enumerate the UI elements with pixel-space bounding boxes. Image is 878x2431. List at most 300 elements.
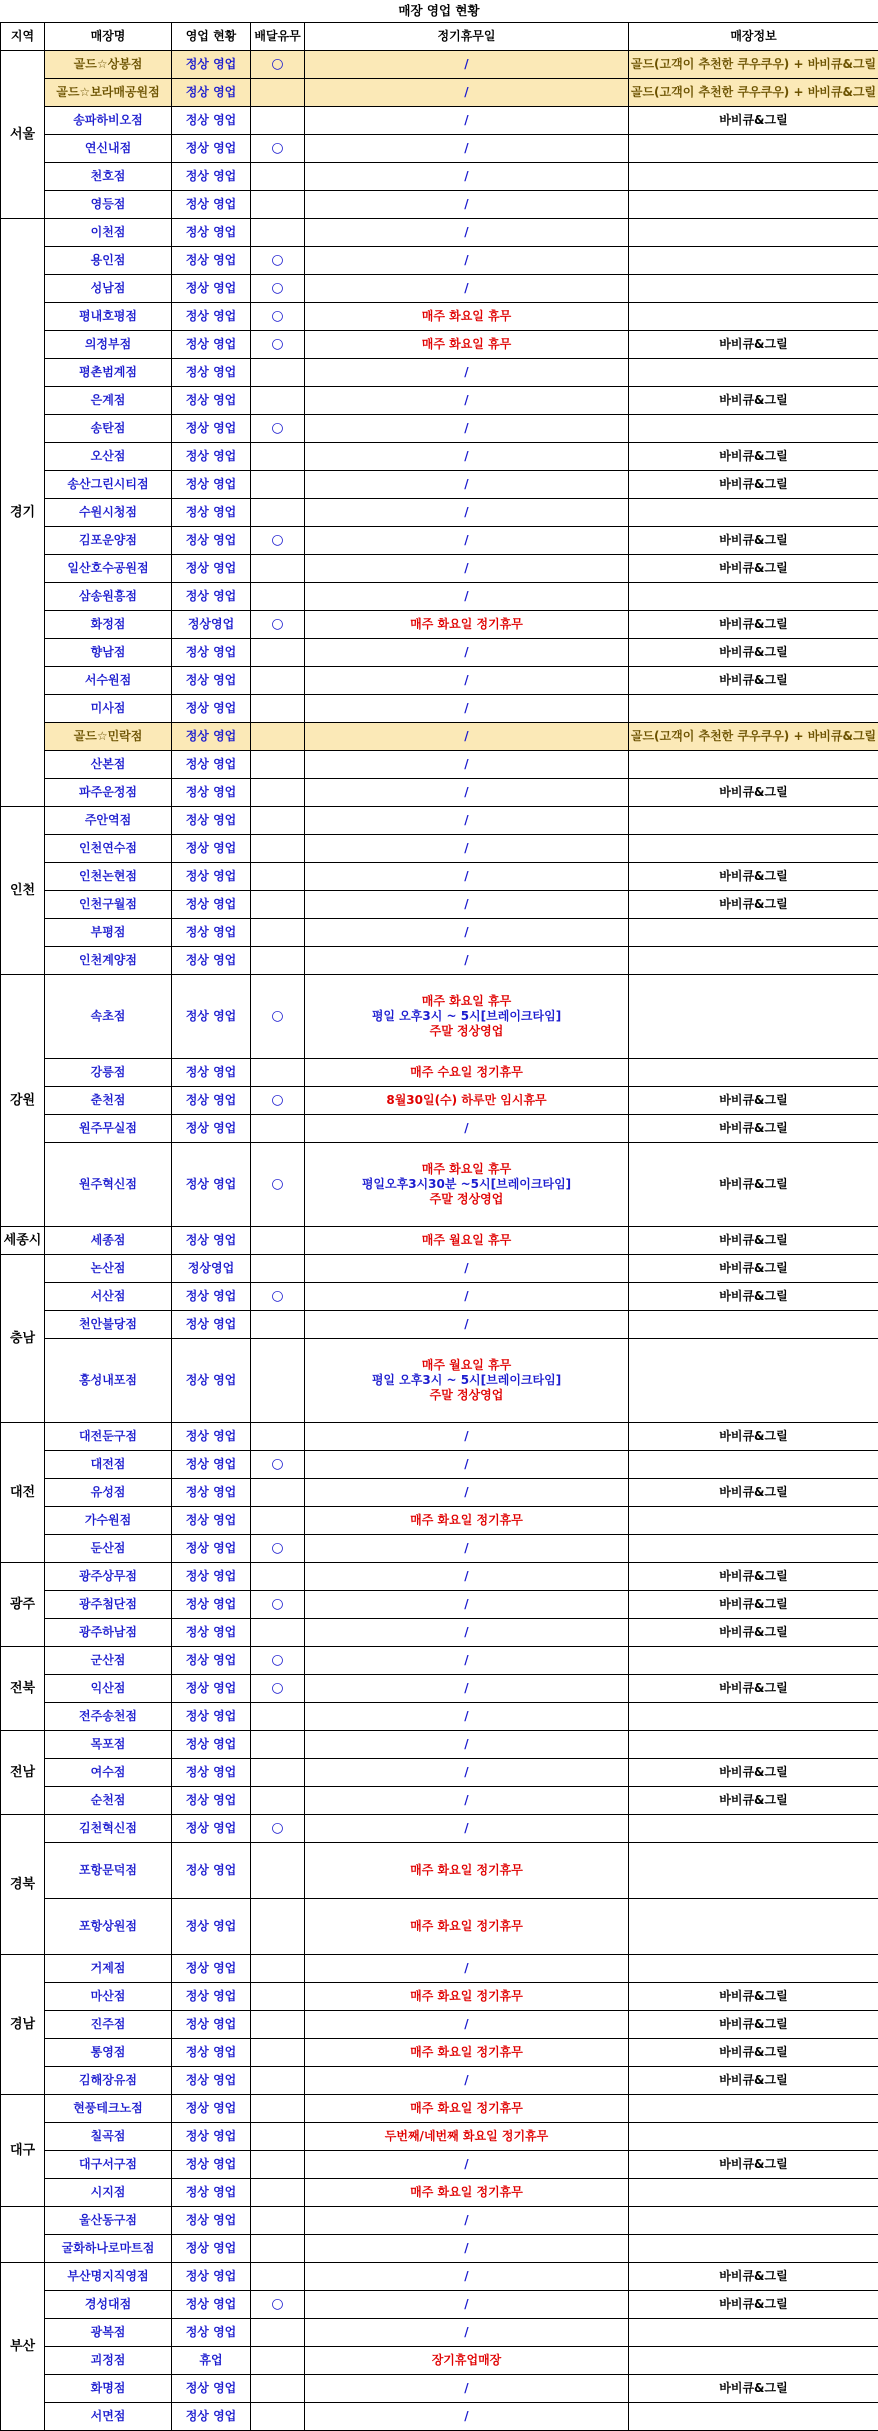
table-row <box>1 2011 878 2039</box>
store-name-cell: 송파하비오점 <box>45 107 172 135</box>
table-row <box>1 2347 878 2375</box>
delivery-cell <box>251 2319 305 2347</box>
table-row <box>1 2235 878 2263</box>
holiday-line: / <box>305 1793 628 1808</box>
status-cell: 정상 영업 <box>172 1563 251 1591</box>
delivery-cell <box>251 359 305 387</box>
store-name-cell: 천안불당점 <box>45 1311 172 1339</box>
holiday-line: / <box>305 673 628 688</box>
store-name-cell: 파주운정점 <box>45 779 172 807</box>
holiday-cell <box>305 1311 629 1339</box>
delivery-cell: ○ <box>251 975 305 1059</box>
holiday-line: / <box>305 393 628 408</box>
store-info-cell <box>629 359 878 387</box>
holiday-line: / <box>305 813 628 828</box>
store-name-cell: 인천계양점 <box>45 947 172 975</box>
holiday-line: 주말 정상영업 <box>305 1388 628 1403</box>
holiday-line: / <box>305 1569 628 1584</box>
store-name-cell: 김해장유점 <box>45 2067 172 2095</box>
store-name-cell: 둔산점 <box>45 1535 172 1563</box>
holiday-cell <box>305 695 629 723</box>
delivery-cell <box>251 79 305 107</box>
status-cell: 정상 영업 <box>172 499 251 527</box>
table-row <box>1 1143 878 1227</box>
store-name-cell: 미사점 <box>45 695 172 723</box>
table-row <box>1 1647 878 1675</box>
status-cell: 정상 영업 <box>172 2235 251 2263</box>
holiday-cell <box>305 51 629 79</box>
store-name-cell: 진주점 <box>45 2011 172 2039</box>
holiday-cell <box>305 807 629 835</box>
store-info-cell: 바비큐&그릴 <box>629 863 878 891</box>
status-cell: 정상 영업 <box>172 1059 251 1087</box>
table-row <box>1 163 878 191</box>
holiday-cell <box>305 443 629 471</box>
delivery-cell <box>251 555 305 583</box>
status-cell: 정상영업 <box>172 611 251 639</box>
table-row <box>1 1227 878 1255</box>
store-info-cell: 바비큐&그릴 <box>629 667 878 695</box>
delivery-cell <box>251 1479 305 1507</box>
holiday-cell <box>305 1759 629 1787</box>
holiday-cell <box>305 919 629 947</box>
holiday-line: / <box>305 1317 628 1332</box>
store-info-cell <box>629 415 878 443</box>
store-info-cell <box>629 751 878 779</box>
status-cell: 정상 영업 <box>172 639 251 667</box>
store-info-cell: 바비큐&그릴 <box>629 1759 878 1787</box>
holiday-line: / <box>305 281 628 296</box>
store-name-cell: 서면점 <box>45 2403 172 2431</box>
store-name-cell: 연신내점 <box>45 135 172 163</box>
store-name-cell: 군산점 <box>45 1647 172 1675</box>
store-name-cell: 골드☆보라매공원점 <box>45 79 172 107</box>
status-cell: 정상 영업 <box>172 555 251 583</box>
table-row <box>1 443 878 471</box>
store-name-cell: 인천구월점 <box>45 891 172 919</box>
delivery-cell: ○ <box>251 275 305 303</box>
holiday-line: / <box>305 1289 628 1304</box>
store-name-cell: 산본점 <box>45 751 172 779</box>
region-cell: 강원 <box>1 975 45 1227</box>
holiday-line: / <box>305 1541 628 1556</box>
status-cell: 정상 영업 <box>172 79 251 107</box>
holiday-cell <box>305 1255 629 1283</box>
holiday-line: / <box>305 1681 628 1696</box>
delivery-cell <box>251 807 305 835</box>
holiday-cell <box>305 1451 629 1479</box>
holiday-cell <box>305 415 629 443</box>
table-row <box>1 751 878 779</box>
delivery-cell <box>251 499 305 527</box>
delivery-cell <box>251 2403 305 2431</box>
table-row <box>1 247 878 275</box>
store-info-cell: 바비큐&그릴 <box>629 331 878 359</box>
holiday-cell <box>305 891 629 919</box>
status-cell: 정상 영업 <box>172 2263 251 2291</box>
holiday-line: / <box>305 197 628 212</box>
status-cell: 정상 영업 <box>172 359 251 387</box>
holiday-line: 평일 오후3시 ~ 5시[브레이크타임] <box>305 1009 628 1024</box>
store-name-cell: 김천혁신점 <box>45 1815 172 1843</box>
store-info-cell <box>629 219 878 247</box>
holiday-cell <box>305 1059 629 1087</box>
holiday-line: / <box>305 1429 628 1444</box>
holiday-line: / <box>305 953 628 968</box>
store-info-cell: 바비큐&그릴 <box>629 1675 878 1703</box>
holiday-line: / <box>305 841 628 856</box>
delivery-cell <box>251 2207 305 2235</box>
store-info-cell: 바비큐&그릴 <box>629 555 878 583</box>
store-info-cell: 바비큐&그릴 <box>629 1255 878 1283</box>
status-cell: 정상 영업 <box>172 835 251 863</box>
store-name-cell: 용인점 <box>45 247 172 275</box>
table-row <box>1 807 878 835</box>
status-cell: 정상 영업 <box>172 1619 251 1647</box>
table-row <box>1 527 878 555</box>
delivery-cell <box>251 471 305 499</box>
holiday-cell <box>305 1815 629 1843</box>
holiday-line: / <box>305 2157 628 2172</box>
delivery-cell <box>251 2375 305 2403</box>
table-row <box>1 1451 878 1479</box>
holiday-line: / <box>305 869 628 884</box>
store-info-cell: 바비큐&그릴 <box>629 1479 878 1507</box>
status-cell: 정상 영업 <box>172 1703 251 1731</box>
header-status: 영업 현황 <box>172 23 251 51</box>
holiday-cell <box>305 359 629 387</box>
delivery-cell <box>251 191 305 219</box>
region-cell <box>1 2207 45 2263</box>
status-cell: 정상 영업 <box>172 667 251 695</box>
status-cell: 정상 영업 <box>172 135 251 163</box>
status-cell: 정상 영업 <box>172 2319 251 2347</box>
delivery-cell <box>251 1311 305 1339</box>
holiday-cell <box>305 331 629 359</box>
table-row <box>1 1479 878 1507</box>
store-name-cell: 전주송천점 <box>45 1703 172 1731</box>
holiday-line: / <box>305 1625 628 1640</box>
store-name-cell: 성남점 <box>45 275 172 303</box>
store-info-cell <box>629 695 878 723</box>
holiday-line: / <box>305 85 628 100</box>
delivery-cell <box>251 1759 305 1787</box>
table-row <box>1 1983 878 2011</box>
holiday-cell <box>305 835 629 863</box>
store-info-cell <box>629 1843 878 1899</box>
delivery-cell: ○ <box>251 51 305 79</box>
holiday-line: / <box>305 225 628 240</box>
status-cell: 정상 영업 <box>172 1759 251 1787</box>
store-name-cell: 논산점 <box>45 1255 172 1283</box>
delivery-cell <box>251 1787 305 1815</box>
store-name-cell: 골드☆상봉점 <box>45 51 172 79</box>
table-row <box>1 779 878 807</box>
holiday-line: 매주 화요일 정기휴무 <box>305 1919 628 1934</box>
table-body <box>1 51 878 2431</box>
table-row <box>1 2319 878 2347</box>
store-info-cell: 골드(고객이 추천한 쿠우쿠우) + 바비큐&그릴 <box>629 723 878 751</box>
store-info-cell: 바비큐&그릴 <box>629 2151 878 2179</box>
store-name-cell: 송탄점 <box>45 415 172 443</box>
status-cell: 정상 영업 <box>172 583 251 611</box>
table-row <box>1 555 878 583</box>
holiday-cell <box>305 751 629 779</box>
table-row <box>1 331 878 359</box>
delivery-cell: ○ <box>251 1535 305 1563</box>
table-row <box>1 2039 878 2067</box>
holiday-line: / <box>305 729 628 744</box>
store-info-cell <box>629 275 878 303</box>
holiday-line: 매주 수요일 정기휴무 <box>305 1065 628 1080</box>
region-cell: 부산 <box>1 2263 45 2431</box>
holiday-line: 매주 화요일 정기휴무 <box>305 2185 628 2200</box>
status-cell: 정상 영업 <box>172 331 251 359</box>
holiday-line: 매주 화요일 정기휴무 <box>305 617 628 632</box>
holiday-cell <box>305 2039 629 2067</box>
holiday-cell <box>305 723 629 751</box>
region-cell: 세종시 <box>1 1227 45 1255</box>
status-cell: 정상 영업 <box>172 415 251 443</box>
status-cell: 정상 영업 <box>172 2039 251 2067</box>
holiday-line: 매주 화요일 정기휴무 <box>305 1863 628 1878</box>
status-cell: 정상 영업 <box>172 1955 251 1983</box>
delivery-cell <box>251 1339 305 1423</box>
status-cell: 정상 영업 <box>172 247 251 275</box>
holiday-cell <box>305 2319 629 2347</box>
delivery-cell <box>251 219 305 247</box>
holiday-cell <box>305 583 629 611</box>
holiday-cell <box>305 1115 629 1143</box>
store-name-cell: 이천점 <box>45 219 172 247</box>
store-info-cell: 바비큐&그릴 <box>629 1787 878 1815</box>
status-cell: 정상 영업 <box>172 2151 251 2179</box>
holiday-line: / <box>305 1709 628 1724</box>
holiday-line: / <box>305 113 628 128</box>
holiday-line: 매주 화요일 휴무 <box>305 309 628 324</box>
delivery-cell <box>251 1115 305 1143</box>
store-name-cell: 평내호평점 <box>45 303 172 331</box>
store-name-cell: 광주하남점 <box>45 1619 172 1647</box>
status-cell: 정상 영업 <box>172 191 251 219</box>
holiday-cell <box>305 1339 629 1423</box>
table-row <box>1 947 878 975</box>
delivery-cell <box>251 947 305 975</box>
store-info-cell <box>629 1731 878 1759</box>
holiday-cell <box>305 387 629 415</box>
holiday-cell <box>305 1731 629 1759</box>
status-cell: 정상 영업 <box>172 1535 251 1563</box>
store-info-cell <box>629 163 878 191</box>
store-info-cell <box>629 947 878 975</box>
delivery-cell: ○ <box>251 2291 305 2319</box>
holiday-cell <box>305 135 629 163</box>
store-name-cell: 포항상원점 <box>45 1899 172 1955</box>
holiday-cell <box>305 2375 629 2403</box>
holiday-cell <box>305 471 629 499</box>
store-name-cell: 대구서구점 <box>45 2151 172 2179</box>
region-cell: 전북 <box>1 1647 45 1731</box>
status-cell: 정상 영업 <box>172 471 251 499</box>
delivery-cell <box>251 919 305 947</box>
holiday-line: / <box>305 421 628 436</box>
store-info-cell <box>629 1451 878 1479</box>
store-info-cell: 바비큐&그릴 <box>629 471 878 499</box>
status-cell: 정상 영업 <box>172 1787 251 1815</box>
delivery-cell <box>251 2095 305 2123</box>
store-name-cell: 천호점 <box>45 163 172 191</box>
store-info-cell: 바비큐&그릴 <box>629 1227 878 1255</box>
holiday-cell <box>305 2011 629 2039</box>
status-cell: 정상 영업 <box>172 2095 251 2123</box>
store-info-cell: 바비큐&그릴 <box>629 387 878 415</box>
table-row <box>1 79 878 107</box>
store-info-cell <box>629 1703 878 1731</box>
store-info-cell: 바비큐&그릴 <box>629 611 878 639</box>
store-name-cell: 광주첨단점 <box>45 1591 172 1619</box>
store-name-cell: 굴화하나로마트점 <box>45 2235 172 2263</box>
store-name-cell: 일산호수공원점 <box>45 555 172 583</box>
store-info-cell <box>629 247 878 275</box>
store-info-cell: 바비큐&그릴 <box>629 107 878 135</box>
store-name-cell: 여수점 <box>45 1759 172 1787</box>
store-info-cell: 바비큐&그릴 <box>629 1423 878 1451</box>
status-cell: 정상 영업 <box>172 303 251 331</box>
store-name-cell: 평촌범계점 <box>45 359 172 387</box>
delivery-cell <box>251 2235 305 2263</box>
store-name-cell: 세종점 <box>45 1227 172 1255</box>
table-row <box>1 1423 878 1451</box>
holiday-cell <box>305 1843 629 1899</box>
store-info-cell <box>629 2403 878 2431</box>
table-row <box>1 135 878 163</box>
status-cell: 정상 영업 <box>172 1451 251 1479</box>
store-name-cell: 서산점 <box>45 1283 172 1311</box>
delivery-cell: ○ <box>251 303 305 331</box>
store-info-cell <box>629 1647 878 1675</box>
header-delivery: 배달유무 <box>251 23 305 51</box>
delivery-cell <box>251 443 305 471</box>
header-holiday: 정기휴무일 <box>305 23 629 51</box>
table-row <box>1 387 878 415</box>
table-row <box>1 639 878 667</box>
delivery-cell: ○ <box>251 1675 305 1703</box>
delivery-cell <box>251 639 305 667</box>
status-cell: 정상 영업 <box>172 863 251 891</box>
store-info-cell <box>629 1815 878 1843</box>
holiday-cell <box>305 1647 629 1675</box>
table-row <box>1 1703 878 1731</box>
store-info-cell <box>629 835 878 863</box>
table-row <box>1 2123 878 2151</box>
holiday-line: / <box>305 2269 628 2284</box>
store-info-cell <box>629 135 878 163</box>
holiday-cell <box>305 527 629 555</box>
delivery-cell <box>251 863 305 891</box>
delivery-cell: ○ <box>251 331 305 359</box>
status-cell: 정상 영업 <box>172 2011 251 2039</box>
status-cell: 정상 영업 <box>172 723 251 751</box>
status-cell: 정상 영업 <box>172 1143 251 1227</box>
holiday-cell <box>305 2207 629 2235</box>
store-name-cell: 괴정점 <box>45 2347 172 2375</box>
store-name-cell: 삼송원흥점 <box>45 583 172 611</box>
store-name-cell: 대전둔구점 <box>45 1423 172 1451</box>
holiday-cell <box>305 1227 629 1255</box>
status-cell: 정상 영업 <box>172 107 251 135</box>
store-name-cell: 춘천점 <box>45 1087 172 1115</box>
store-info-cell <box>629 2095 878 2123</box>
store-table <box>0 22 878 2431</box>
store-name-cell: 강릉점 <box>45 1059 172 1087</box>
store-info-cell <box>629 2179 878 2207</box>
holiday-cell <box>305 1787 629 1815</box>
store-info-cell: 바비큐&그릴 <box>629 1115 878 1143</box>
delivery-cell: ○ <box>251 1591 305 1619</box>
holiday-line: 매주 화요일 정기휴무 <box>305 1989 628 2004</box>
table-row <box>1 499 878 527</box>
status-cell: 정상 영업 <box>172 387 251 415</box>
store-name-cell: 골드☆민락점 <box>45 723 172 751</box>
region-cell: 대전 <box>1 1423 45 1563</box>
store-info-cell <box>629 499 878 527</box>
holiday-line: / <box>305 925 628 940</box>
holiday-cell <box>305 499 629 527</box>
delivery-cell <box>251 1255 305 1283</box>
holiday-cell <box>305 275 629 303</box>
status-cell: 정상 영업 <box>172 1899 251 1955</box>
table-row <box>1 667 878 695</box>
table-row <box>1 1731 878 1759</box>
table-row <box>1 191 878 219</box>
holiday-line: / <box>305 2213 628 2228</box>
holiday-cell <box>305 247 629 275</box>
table-row <box>1 2095 878 2123</box>
header-store-name: 매장명 <box>45 23 172 51</box>
holiday-cell <box>305 2291 629 2319</box>
delivery-cell: ○ <box>251 1647 305 1675</box>
store-info-cell <box>629 1535 878 1563</box>
status-cell: 정상 영업 <box>172 2403 251 2431</box>
store-name-cell: 서수원점 <box>45 667 172 695</box>
holiday-cell <box>305 1675 629 1703</box>
delivery-cell <box>251 583 305 611</box>
table-row <box>1 2151 878 2179</box>
status-cell: 정상 영업 <box>172 1731 251 1759</box>
store-name-cell: 마산점 <box>45 1983 172 2011</box>
table-row <box>1 1591 878 1619</box>
region-cell: 전남 <box>1 1731 45 1815</box>
table-row <box>1 275 878 303</box>
status-cell: 정상 영업 <box>172 1339 251 1423</box>
store-info-cell: 바비큐&그릴 <box>629 639 878 667</box>
store-info-cell: 바비큐&그릴 <box>629 1983 878 2011</box>
delivery-cell <box>251 163 305 191</box>
status-cell: 정상 영업 <box>172 1983 251 2011</box>
store-info-cell: 바비큐&그릴 <box>629 2291 878 2319</box>
table-row <box>1 359 878 387</box>
store-info-cell <box>629 919 878 947</box>
table-row <box>1 1087 878 1115</box>
delivery-cell: ○ <box>251 415 305 443</box>
delivery-cell <box>251 1899 305 1955</box>
status-cell: 정상 영업 <box>172 219 251 247</box>
holiday-line: 평일 오후3시 ~ 5시[브레이크타임] <box>305 1373 628 1388</box>
delivery-cell <box>251 2039 305 2067</box>
holiday-cell <box>305 107 629 135</box>
region-cell: 경북 <box>1 1815 45 1955</box>
holiday-line: / <box>305 1765 628 1780</box>
